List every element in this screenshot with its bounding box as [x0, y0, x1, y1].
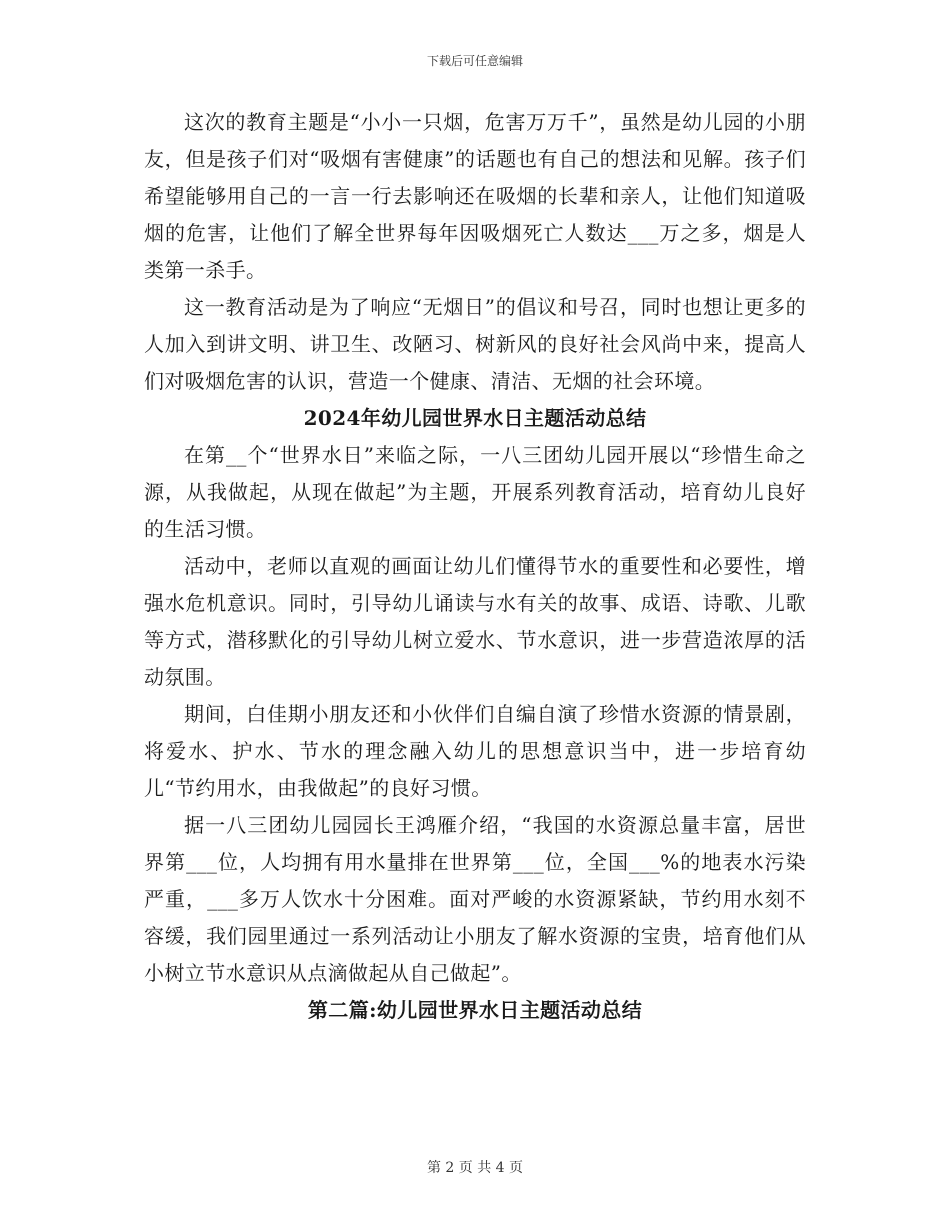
section-title-water-day-2024: 2024年幼儿园世界水日主题活动总结: [303, 406, 647, 430]
paragraph-drama: 期间，白佳期小朋友还和小伙伴们自编自演了珍惜水资源的情景剧，将爱水、护水、节水的理念融入幼儿的思想意识当中，进一步培育幼儿“节约用水，由我做起”的良好习惯。: [144, 702, 806, 800]
paragraph-principal-quote: 据一八三团幼儿园园长王鸿雁介绍，“我国的水资源总量丰富，居世界第___位，人均拥有用水量排在世界第___位，全国___%的地表水污染严重，___多万人饮水十分困难。面对严峻的水资源紧缺，节约用水刻不容缓，我们园里通过一系列活动让小朋友了解水资源的宝贵，培育他们从小树立节水意识从点滴做起从自己做起”。: [144, 813, 806, 985]
paragraph-smoking-theme: 这次的教育主题是“小小一只烟，危害万万千”，虽然是幼儿园的小朋友，但是孩子们对“吸烟有害健康”的话题也有自己的想法和见解。孩子们希望能够用自己的一言一行去影响还在吸烟的长辈和亲人，让他们知道吸烟的危害，让他们了解全世界每年因吸烟死亡人数达___万之多，烟是人类第一杀手。: [144, 110, 806, 282]
section-title-part-two: 第二篇:幼儿园世界水日主题活动总结: [307, 998, 643, 1022]
paragraph-water-day-intro: 在第__个“世界水日”来临之际，一八三团幼儿园开展以“珍惜生命之源，从我做起，从现在做起”为主题，开展系列教育活动，培育幼儿良好的生活习惯。: [144, 443, 806, 541]
page-footer: 第 2 页 共 4 页: [426, 1160, 524, 1176]
document-body: [144, 104, 806, 1029]
paragraph-activity: 活动中，老师以直观的画面让幼儿们懂得节水的重要性和必要性，增强水危机意识。同时，引导幼儿诵读与水有关的故事、成语、诗歌、儿歌等方式，潜移默化的引导幼儿树立爱水、节水意识，进一步营造浓厚的活动氛围。: [144, 554, 806, 689]
page-header: 下载后可任意编辑: [426, 54, 523, 68]
paragraph-no-smoking-day: 这一教育活动是为了响应“无烟日”的倡议和号召，同时也想让更多的人加入到讲文明、讲卫生、改陋习、树新风的良好社会风尚中来，提高人们对吸烟危害的认识，营造一个健康、清洁、无烟的社会环境。: [144, 295, 806, 393]
